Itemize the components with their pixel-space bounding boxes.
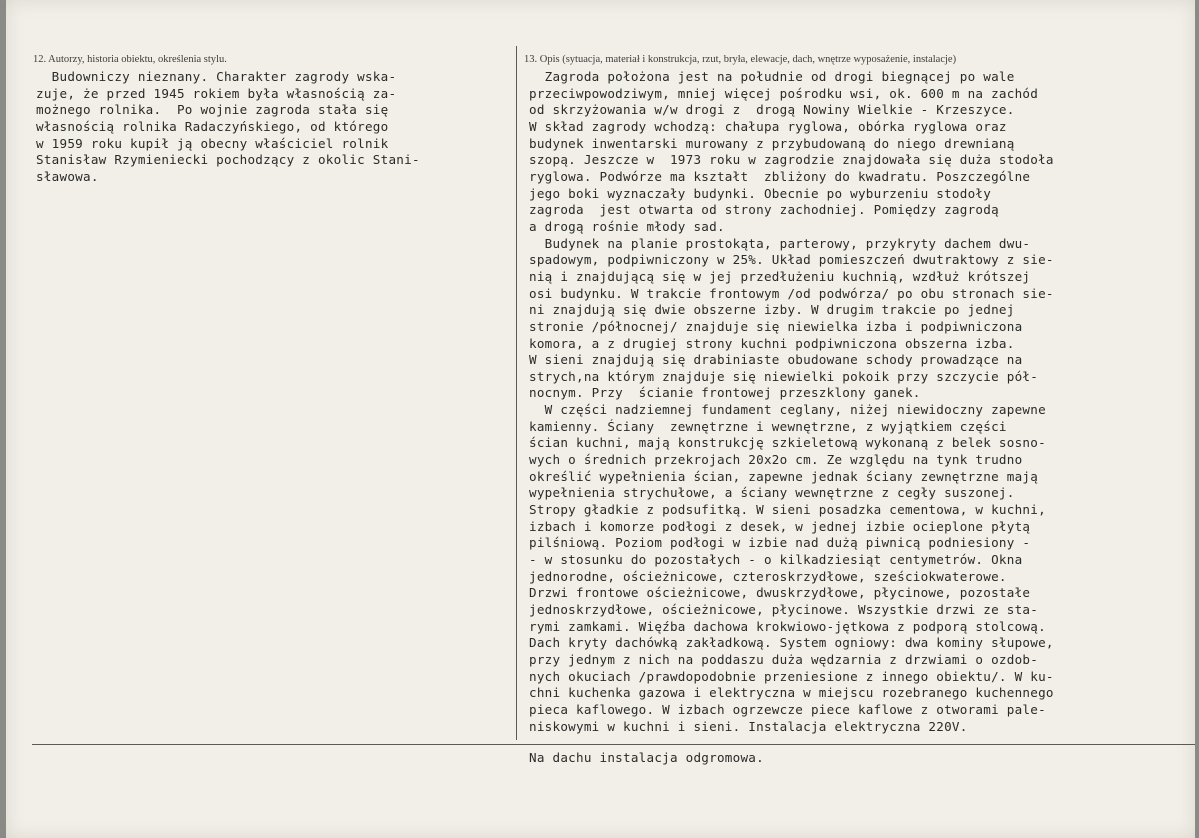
description-line: Zagroda położona jest na południe od drogi biegnącej po wale: [529, 69, 1015, 84]
description-line: jednoskrzydłowe, ościeżnicowe, płycinowe. Wszystkie drzwi ze sta-: [529, 602, 1039, 617]
column-divider: [516, 46, 517, 740]
description-line: nych okuciach /prawdopodobnie przeniesione z innego obiektu/. W ku-: [529, 668, 1054, 684]
section-13-label: 13. Opis (sytuacja, materiał i konstrukcja, rzut, bryła, elewacje, dach, wnętrze wyposażenie, instalacje): [524, 54, 957, 65]
description-line: komora, a z drugiej strony kuchni podpiwniczona obszerna izba.: [529, 335, 1015, 351]
history-text: [36, 69, 420, 186]
description-line: stronie /północnej/ znajduje się niewielka izba i podpiwniczona: [529, 318, 1023, 334]
description-line: nocnym. Przy ścianie frontowej przeszklony ganek.: [529, 385, 921, 401]
description-line: zagroda jest otwarta od strony zachodniej. Pomiędzy zagrodą: [529, 202, 999, 218]
history-line: zuje, że przed 1945 rokiem była własnością za-: [36, 85, 397, 101]
section-12-label: 12. Autorzy, historia obiektu, określenia stylu.: [33, 54, 227, 65]
form-sheet: [6, 0, 1195, 838]
description-line: W skład zagrody wchodzą: chałupa ryglowa, obórka ryglowa oraz: [529, 118, 1007, 134]
history-line: Stanisław Rzymieniecki pochodzący z okolic Stani-: [36, 152, 420, 168]
description-line: nią i znajdującą się w jej przedłużeniu kuchnią, wzdłuż krótszej: [529, 268, 1031, 284]
section-divider: [32, 744, 1195, 745]
description-line: Drzwi frontowe ościeżnicowe, dwuskrzydłowe, płycinowe, pozostałe: [529, 585, 1031, 601]
description-line: izbach i komorze podłogi z desek, w jednej izbie ocieplone płytą: [529, 518, 1031, 534]
history-line: sławowa.: [36, 168, 99, 184]
description-line: jednorodne, ościeżnicowe, czteroskrzydłowe, sześciokwaterowe.: [529, 568, 1007, 584]
description-line: pieca kaflowego. W izbach ogrzewcze piece kaflowe z otworami pale-: [529, 701, 1046, 717]
description-line: Dach kryty dachówką zakładkową. System ogniowy: dwa kominy słupowe,: [529, 635, 1054, 651]
description-line: Budynek na planie prostokąta, parterowy, przykryty dachem dwu-: [529, 235, 1031, 251]
history-line: Budowniczy nieznany. Charakter zagrody wska-: [36, 69, 397, 84]
description-line: rymi zamkami. Więźba dachowa krokwiowo-jętkowa z podporą stolcową.: [529, 618, 1046, 634]
description-line: spadowym, podpiwniczony w 25%. Układ pomieszczeń dwutraktowy z sie-: [529, 252, 1054, 268]
description-line: budynek inwentarski murowany z przybudowaną do niego drewnianą: [529, 135, 1015, 151]
description-line: kamienny. Ściany zewnętrzne i wewnętrzne, z wyjątkiem części: [529, 418, 1007, 434]
description-text: [529, 69, 1054, 735]
description-line: przeciwpowodziwym, mniej więcej pośrodku wsi, ok. 600 m na zachód: [529, 85, 1039, 101]
history-line: w 1959 roku kupił ją obecny właściciel rolnik: [36, 135, 389, 151]
description-line: - w stosunku do pozostałych - o kilkadziesiąt centymetrów. Okna: [529, 552, 1023, 568]
description-line: niskowymi w kuchni i sieni. Instalacja elektryczna 220V.: [529, 718, 968, 734]
footer-line: Na dachu instalacja odgromowa.: [529, 750, 764, 765]
description-line: określić wypełnienia ścian, zapewne jednak ściany zewnętrzne mają: [529, 468, 1039, 484]
description-line: wypełnienia strychułowe, a ściany wewnętrzne z cegły suszonej.: [529, 485, 1015, 501]
description-line: a drogą rośnie młody sad.: [529, 218, 725, 234]
description-line: przy jednym z nich na poddaszu duża wędzarnia z drzwiami o ozdob-: [529, 651, 1039, 667]
description-line: chni kuchenka gazowa i elektryczna w miejscu rozebranego kuchennego: [529, 685, 1054, 701]
history-line: własnością rolnika Radaczyńskiego, od którego: [36, 118, 389, 134]
description-line: osi budynku. W trakcie frontowym /od podwórza/ po obu stronach sie-: [529, 285, 1054, 301]
description-line: ryglowa. Podwórze ma kształt zbliżony do kwadratu. Poszczególne: [529, 168, 1031, 184]
description-line: szopą. Jeszcze w 1973 roku w zagrodzie znajdowała się duża stodoła: [529, 152, 1054, 168]
description-line: ścian kuchni, mają konstrukcję szkieletową wykonaną z belek sosno-: [529, 435, 1046, 451]
description-line: wych o średnich przekrojach 20x2o cm. Ze względu na tynk trudno: [529, 452, 1023, 468]
description-line: jego boki wyznaczały budynki. Obecnie po wyburzeniu stodoły: [529, 185, 992, 201]
description-line: W sieni znajdują się drabiniaste obudowane schody prowadzące na: [529, 352, 1023, 368]
footer-note: [529, 750, 764, 767]
history-line: możnego rolnika. Po wojnie zagroda stała się: [36, 102, 389, 118]
description-line: od skrzyżowania w/w drogi z drogą Nowiny Wielkie - Krzeszyce.: [529, 102, 1015, 118]
description-line: pilśniową. Poziom podłogi w izbie nad dużą piwnicą podniesiony -: [529, 535, 1031, 551]
description-line: ni znajdują się dwie obszerne izby. W drugim trakcie po jednej: [529, 302, 1015, 318]
description-line: W części nadziemnej fundament ceglany, niżej niewidoczny zapewne: [529, 402, 1046, 418]
description-line: strych,na którym znajduje się niewielki pokoik przy szczycie pół-: [529, 368, 1039, 384]
description-line: Stropy gładkie z podsufitką. W sieni posadzka cementowa, w kuchni,: [529, 502, 1046, 518]
